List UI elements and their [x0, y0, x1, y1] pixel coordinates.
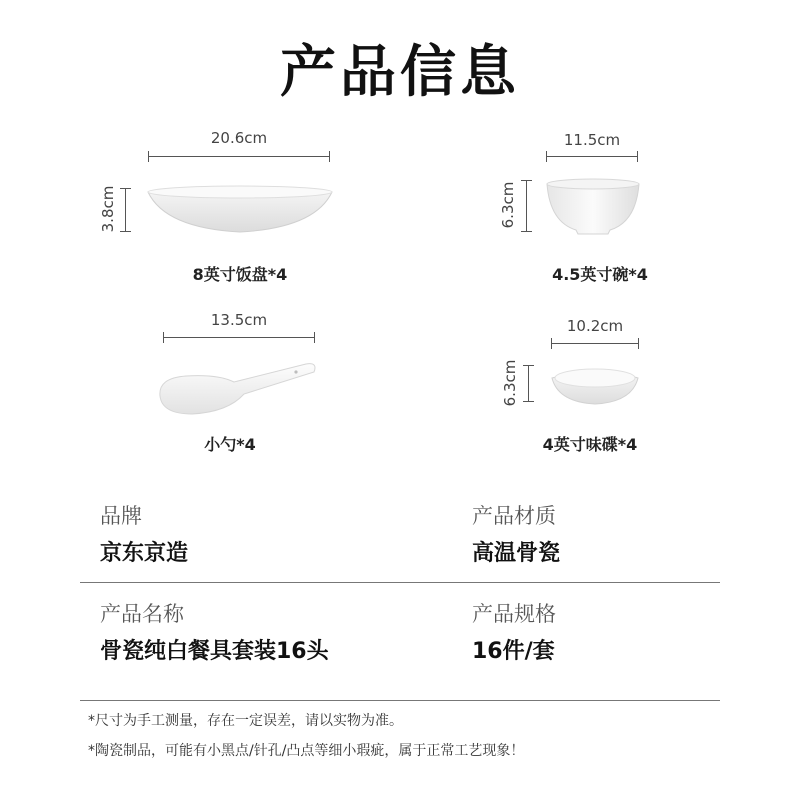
bowl-image [544, 176, 642, 238]
product-spec-value: 16件/套 [472, 639, 555, 664]
brand-label: 品牌 [100, 504, 142, 528]
bowl-width-label: 11.5cm [563, 131, 621, 149]
bowl-height-label: 6.3cm [499, 181, 517, 229]
dish-height-label: 6.3cm [501, 359, 519, 407]
spoon-image [156, 360, 320, 420]
dish-height-dimension-line [528, 365, 529, 402]
spoon-width-dimension-line [163, 337, 315, 338]
spec-divider-2 [80, 700, 720, 701]
plate-name: 8英寸饭盘*4 [192, 265, 288, 284]
material-value: 高温骨瓷 [472, 541, 561, 566]
brand-value: 京东京造 [100, 541, 189, 566]
product-name-value: 骨瓷纯白餐具套装16头 [100, 639, 329, 664]
dish-width-label: 10.2cm [566, 317, 624, 335]
dish-name: 4英寸味碟*4 [542, 435, 638, 454]
page-title: 产品信息 [280, 40, 520, 105]
spec-divider-1 [80, 582, 720, 583]
bowl-name: 4.5英寸碗*4 [552, 265, 648, 284]
product-spec-label: 产品规格 [472, 602, 556, 626]
spoon-width-label: 13.5cm [210, 311, 268, 329]
dish-width-dimension-line [551, 343, 639, 344]
note-ceramic: *陶瓷制品，可能有小黑点/针孔/凸点等细小瑕疵，属于正常工艺现象！ [88, 743, 525, 759]
material-label: 产品材质 [472, 504, 556, 528]
plate-image [145, 180, 335, 240]
plate-height-dimension-line [125, 188, 126, 232]
plate-width-label: 20.6cm [210, 129, 268, 147]
dish-image [550, 364, 640, 408]
product-name-label: 产品名称 [100, 602, 184, 626]
note-measurement: *尺寸为手工测量，存在一定误差，请以实物为准。 [88, 713, 403, 729]
spoon-name: 小勺*4 [204, 435, 256, 454]
plate-width-dimension-line [148, 156, 330, 157]
plate-height-label: 3.8cm [99, 185, 117, 233]
bowl-height-dimension-line [526, 180, 527, 232]
bowl-width-dimension-line [546, 156, 638, 157]
